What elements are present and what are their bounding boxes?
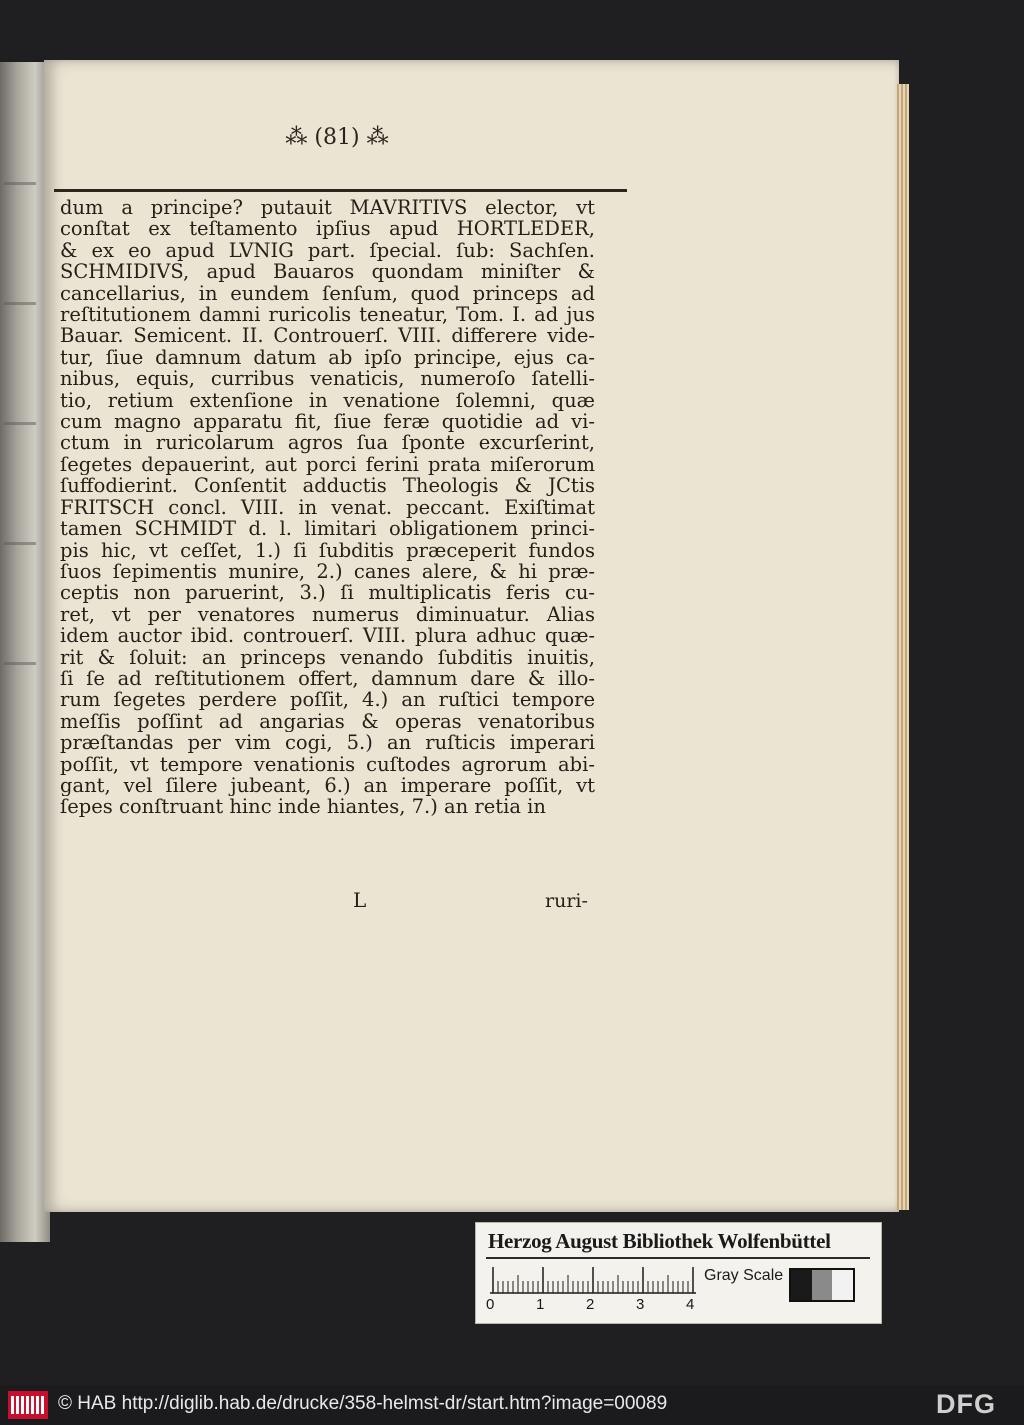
header-rule [54, 189, 627, 192]
copyright-url[interactable]: © HAB http://diglib.hab.de/drucke/358-helmst-dr/start.htm?image=00089 [58, 1393, 668, 1414]
catchword: ruri- [545, 890, 588, 912]
text-line: & ex eo apud LVNIG part. ſpecial. ſub: Sachſen. [60, 239, 595, 262]
gray-patch [791, 1270, 812, 1300]
text-line: tio, retium extenſione in venatione ſolemni, quæ [60, 389, 595, 412]
text-line: Bauar. Semicent. II. Controuerſ. VIII. differere vide- [60, 325, 595, 347]
body-text [60, 197, 595, 818]
text-line: poſſit, vt tempore venationis cuſtodes agrorum abi- [60, 753, 595, 775]
hab-logo-icon [8, 1391, 48, 1419]
gray-scale-label: Gray Scale [704, 1267, 784, 1284]
ruler-number: 1 [536, 1296, 545, 1313]
text-line: FRITSCH concl. VIII. in venat. peccant. Exiſtimat [60, 496, 595, 519]
text-line: ret, vt per venatores numerus diminuatur. Alias [60, 603, 595, 626]
text-line: ceptis non paruerint, 3.) ſi multiplicatis feris cu- [60, 582, 595, 604]
gray-patch [812, 1270, 833, 1300]
gray-patch [832, 1270, 853, 1300]
card-rule [486, 1257, 870, 1259]
text-line: ctum in ruricolarum agros ſua ſponte excurſerint, [60, 432, 595, 454]
text-line: pis hic, vt ceſſet, 1.) ſi ſubditis præceperit fundos [60, 539, 595, 561]
color-reference-card [475, 1222, 882, 1324]
text-line: ſegetes depauerint, aut porci ferini prata miſerorum [60, 453, 595, 476]
text-line: ſi ſe ad reſtitutionem offert, damnum dare & illo- [60, 667, 595, 690]
page-stack-edge [897, 84, 909, 1210]
text-line: ſepes conſtruant hinc inde hiantes, 7.) an retia in [60, 796, 546, 818]
text-line: rum ſegetes perdere poſſit, 4.) an ruſtici tempore [60, 689, 595, 711]
ruler-number: 0 [486, 1296, 495, 1313]
ruler-number: 2 [586, 1296, 595, 1313]
text-line: cancellarius, in eundem ſenſum, quod princeps ad [60, 282, 595, 305]
text-line: nibus, equis, curribus venaticis, numeroſo ſatelli- [60, 368, 595, 390]
text-line: tur, ſiue damnum datum ab ipſo principe, ejus ca- [60, 346, 595, 369]
text-line: rit & ſoluit: an princeps venando ſubditis inuitis, [60, 646, 595, 668]
library-name: Herzog August Bibliothek Wolfenbüttel [488, 1229, 831, 1253]
footer-bar [0, 1385, 1024, 1425]
text-line: ſuffodierint. Conſentit adductis Theologis & JCtis [60, 475, 595, 497]
text-line: conſtat ex teſtamento ipſius apud HORTLEDER, [60, 218, 595, 240]
dfg-logo: DFG [936, 1389, 996, 1419]
text-line: tamen SCHMIDT d. l. limitari obligationem princi- [60, 518, 595, 540]
gray-scale-swatch [789, 1268, 855, 1302]
ruler-number: 3 [636, 1296, 645, 1313]
text-line: SCHMIDIVS, apud Bauaros quondam miniſter & [60, 261, 595, 283]
text-line: præſtandas per vim cogi, 5.) an ruſticis imperari [60, 732, 595, 754]
text-line: meſſis poſſint ad angarias & operas venatoribus [60, 710, 595, 733]
text-line: idem auctor ibid. controuerſ. VIII. plura adhuc quæ- [60, 625, 595, 647]
text-line: dum a principe? putauit MAVRITIVS elector, vt [60, 197, 595, 219]
text-line: cum magno apparatu fit, ſiue feræ quotidie ad vi- [60, 411, 595, 433]
text-line: ſuos ſepimentis munire, 2.) canes alere, & hi præ- [60, 560, 595, 583]
text-line: reſtitutionem damni ruricolis teneatur, Tom. I. ad jus [60, 304, 595, 326]
ruler-scale [490, 1263, 696, 1297]
facing-page-edge [0, 62, 50, 1242]
page-header: ⁂ (81) ⁂ [285, 125, 389, 150]
text-line: gant, vel ſilere jubeant, 6.) an imperare poſſit, vt [60, 774, 595, 797]
ruler-number: 4 [686, 1296, 695, 1313]
signature-mark: L [353, 888, 367, 912]
